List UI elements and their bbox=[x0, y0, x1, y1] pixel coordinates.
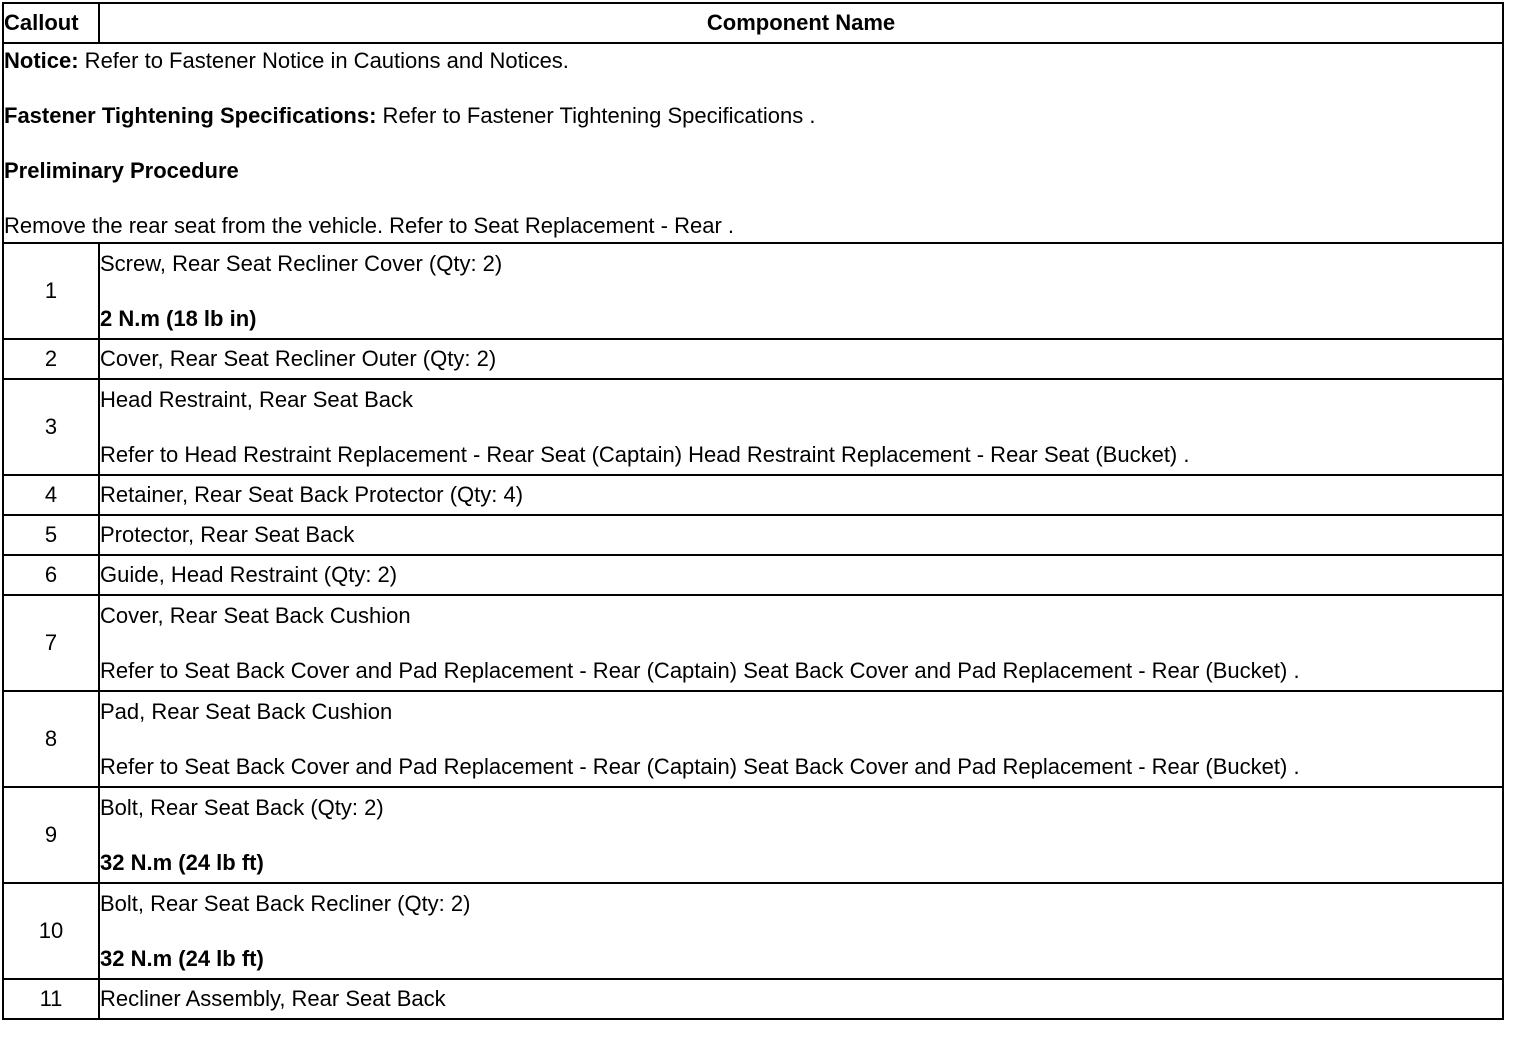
callout-number: 7 bbox=[3, 595, 99, 691]
notice-line bbox=[4, 48, 1502, 74]
component-name: Guide, Head Restraint (Qty: 2) bbox=[99, 555, 1503, 595]
callout-number: 10 bbox=[3, 883, 99, 979]
callout-number: 3 bbox=[3, 379, 99, 475]
notice-label: Notice: bbox=[4, 47, 79, 73]
component-name: Head Restraint, Rear Seat Back bbox=[100, 386, 414, 412]
component-name: Pad, Rear Seat Back Cushion bbox=[100, 698, 393, 724]
component-name: Retainer, Rear Seat Back Protector (Qty: 4) bbox=[99, 475, 1503, 515]
fastener-text: Refer to Fastener Tightening Specifications . bbox=[376, 102, 816, 128]
table-row bbox=[3, 475, 1503, 515]
callout-number: 2 bbox=[3, 339, 99, 379]
component-name: Cover, Rear Seat Recliner Outer (Qty: 2) bbox=[99, 339, 1503, 379]
preliminary-heading: Preliminary Procedure bbox=[4, 157, 239, 183]
component-name: Protector, Rear Seat Back bbox=[99, 515, 1503, 555]
table-row bbox=[3, 979, 1503, 1019]
callout-number: 11 bbox=[3, 979, 99, 1019]
component-name: Recliner Assembly, Rear Seat Back bbox=[99, 979, 1503, 1019]
callout-header: Callout bbox=[3, 3, 99, 43]
component-name: Cover, Rear Seat Back Cushion bbox=[100, 602, 411, 628]
callout-number: 9 bbox=[3, 787, 99, 883]
fastener-label: Fastener Tightening Specifications: bbox=[4, 102, 377, 128]
table-row bbox=[3, 555, 1503, 595]
callout-number: 5 bbox=[3, 515, 99, 555]
callout-number: 8 bbox=[3, 691, 99, 787]
component-table bbox=[2, 2, 1504, 1020]
reference-text: Refer to Seat Back Cover and Pad Replacement - Rear (Captain) Seat Back Cover and Pad Replacement - Rear (Bucket) . bbox=[100, 753, 1300, 779]
table-row bbox=[3, 595, 1503, 691]
component-name: Bolt, Rear Seat Back Recliner (Qty: 2) bbox=[100, 890, 471, 916]
table-row bbox=[3, 379, 1503, 475]
torque-spec: 32 N.m (24 lb ft) bbox=[100, 945, 264, 971]
callout-number: 1 bbox=[3, 243, 99, 339]
table-row bbox=[3, 883, 1503, 979]
notice-block bbox=[3, 43, 1503, 243]
reference-text: Refer to Head Restraint Replacement - Rear Seat (Captain) Head Restraint Replacement - Rear Seat (Bucket) . bbox=[100, 441, 1190, 467]
callout-number: 4 bbox=[3, 475, 99, 515]
table-row bbox=[3, 515, 1503, 555]
torque-spec: 32 N.m (24 lb ft) bbox=[100, 849, 264, 875]
reference-text: Refer to Seat Back Cover and Pad Replacement - Rear (Captain) Seat Back Cover and Pad Replacement - Rear (Bucket) . bbox=[100, 657, 1300, 683]
preliminary-text: Remove the rear seat from the vehicle. Refer to Seat Replacement - Rear . bbox=[4, 212, 734, 238]
table-row bbox=[3, 787, 1503, 883]
component-name-header: Component Name bbox=[99, 3, 1503, 43]
table-row bbox=[3, 243, 1503, 339]
torque-spec: 2 N.m (18 lb in) bbox=[100, 305, 257, 331]
table-row bbox=[3, 339, 1503, 379]
notice-text: Refer to Fastener Notice in Cautions and Notices. bbox=[78, 47, 569, 73]
fastener-line bbox=[4, 103, 1502, 129]
component-name: Screw, Rear Seat Recliner Cover (Qty: 2) bbox=[100, 250, 503, 276]
table-row bbox=[3, 691, 1503, 787]
callout-number: 6 bbox=[3, 555, 99, 595]
component-name: Bolt, Rear Seat Back (Qty: 2) bbox=[100, 794, 384, 820]
